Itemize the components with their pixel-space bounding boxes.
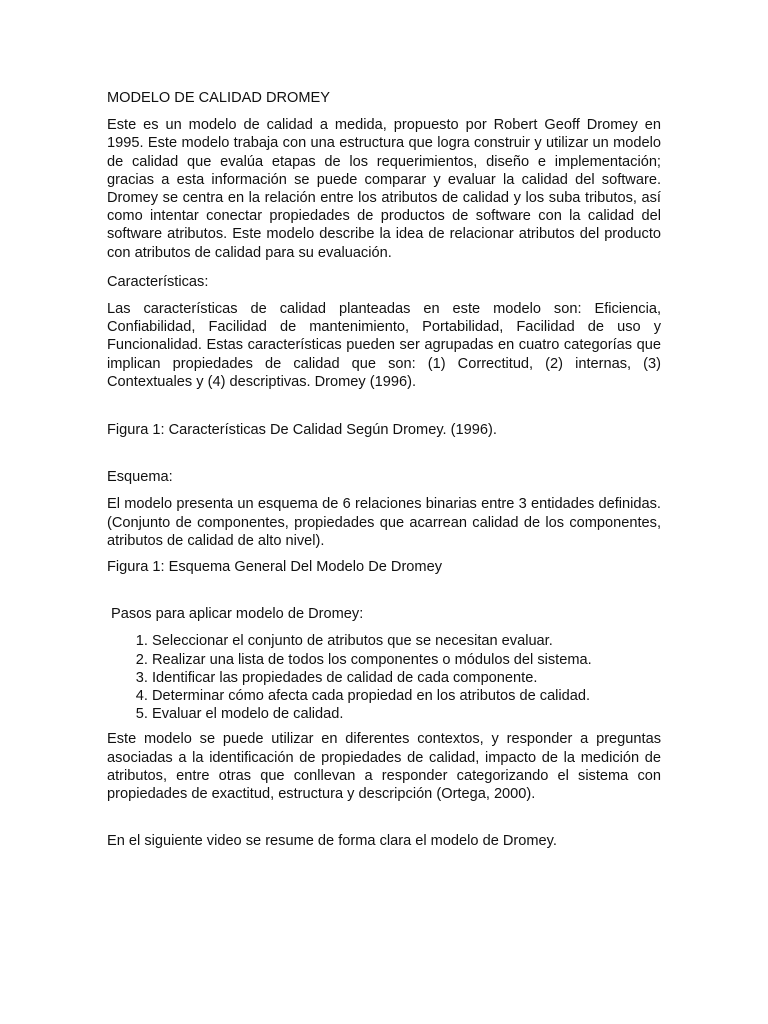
list-item: 1. Seleccionar el conjunto de atributos que se necesitan evaluar. <box>152 632 661 650</box>
scheme-heading: Esquema: <box>107 469 173 486</box>
list-item: 5. Evaluar el modelo de calidad. <box>152 705 661 723</box>
features-heading: Características: <box>107 273 209 290</box>
features-paragraph: Las características de calidad planteadas en este modelo son: Eficiencia, Confiabilidad, Facilidad de mantenimiento, Portabilidad, Facilidad de uso y Funcionalidad. Estas características pueden ser agrupadas en cuatro categorías que implican propiedades de calidad que son: (1) Correctitud, (2) internas, (3) Contextuales y (4) descriptivas. Dromey (1996). <box>107 301 661 390</box>
list-item: 2. Realizar una lista de todos los componentes o módulos del sistema. <box>152 651 661 669</box>
scheme-paragraph: El modelo presenta un esquema de 6 relaciones binarias entre 3 entidades definidas. (Conjunto de componentes, propiedades que acarrean calidad de los componentes, atributos de calidad de alto nivel). <box>107 496 661 549</box>
list-item: 4. Determinar cómo afecta cada propiedad en los atributos de calidad. <box>152 687 661 705</box>
list-item: 3. Identificar las propiedades de calidad de cada componente. <box>152 669 661 687</box>
document-page <box>107 89 661 851</box>
intro-paragraph: Este es un modelo de calidad a medida, propuesto por Robert Geoff Dromey en 1995. Este modelo trabaja con una estructura que logra construir y utilizar un modelo de calidad que evalúa etapas de los requerimientos, diseño e implementación; gracias a esta información se puede comparar y evaluar la calidad del software. Dromey se centra en la relación entre los atributos de calidad y los suba tributos, así como intentar conectar propiedades de productos de software con la calidad del software atributos. Este modelo describe la idea de relacionar atributos del producto con atributos de calidad para su evaluación. <box>107 117 661 261</box>
figure-1-caption: Figura 1: Características De Calidad Según Dromey. (1996). <box>107 422 497 439</box>
figure-2-caption: Figura 1: Esquema General Del Modelo De Dromey <box>107 559 442 576</box>
document-title: MODELO DE CALIDAD DROMEY <box>107 90 330 106</box>
steps-heading: Pasos para aplicar modelo de Dromey: <box>111 606 364 623</box>
closing-paragraph: Este modelo se puede utilizar en diferentes contextos, y responder a preguntas asociadas a la identificación de propiedades de calidad, impacto de la medición de atributos, entre otras que conllevan a responder categorizando el sistema con propiedades de exactitud, estructura y descripción (Ortega, 2000). <box>107 731 661 803</box>
video-note: En el siguiente video se resume de forma clara el modelo de Dromey. <box>107 833 557 850</box>
steps-list <box>107 632 661 723</box>
